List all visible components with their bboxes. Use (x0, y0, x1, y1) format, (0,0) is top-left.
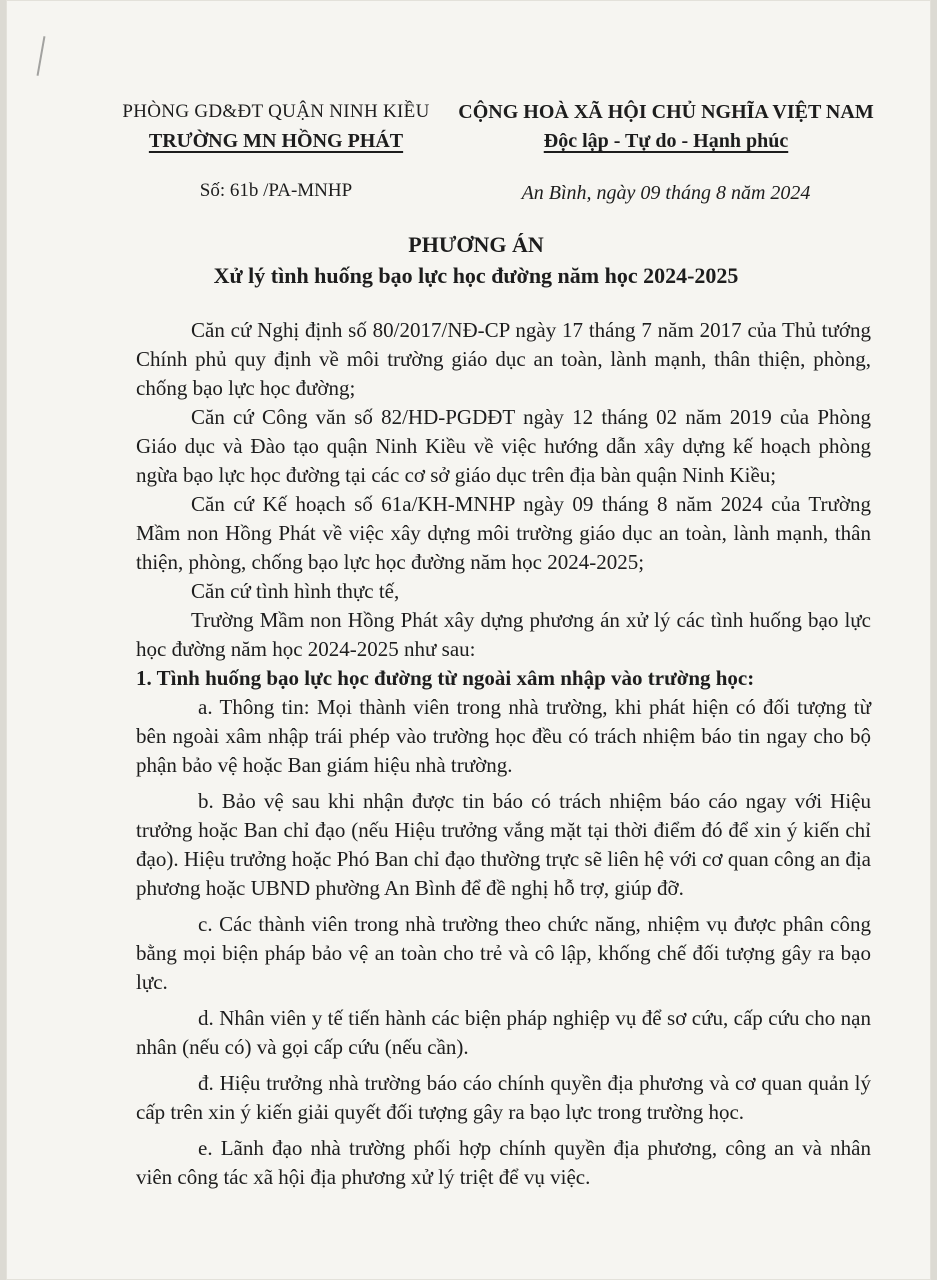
section-item: đ. Hiệu trưởng nhà trường báo cáo chính quyền địa phương và cơ quan quản lý cấp trên xin ý kiến giải quyết đối tượng gây ra bạo lực trong trường học. (136, 1071, 871, 1124)
document-subtitle: Xử lý tình huống bạo lực học đường năm học 2024-2025 (213, 263, 739, 288)
document-number: Số: 61b /PA-MNHP (199, 180, 353, 201)
section-item: e. Lãnh đạo nhà trường phối hợp chính quyền địa phương, công an và nhân viên công tác xã hội địa phương xử lý triệt để vụ việc. (136, 1136, 871, 1189)
section-item: a. Thông tin: Mọi thành viên trong nhà trường, khi phát hiện có đối tượng từ bên ngoài xâm nhập trái phép vào trường học đều có trách nhiệm báo tin ngay cho bộ phận bảo vệ hoặc Ban giám hiệu nhà trường. (136, 695, 871, 777)
parent-agency: PHÒNG GD&ĐT QUẬN NINH KIỀU (122, 101, 430, 122)
basis-paragraph: Căn cứ Kế hoạch số 61a/KH-MNHP ngày 09 tháng 8 năm 2024 của Trường Mầm non Hồng Phát về việc xây dựng môi trường giáo dục an toàn, lành mạnh, thân thiện, phòng, chống bạo lực học đường năm học 2024-2025; (136, 492, 871, 574)
section-heading: 1. Tình huống bạo lực học đường từ ngoài xâm nhập vào trường học: (136, 666, 755, 690)
section-item: b. Bảo vệ sau khi nhận được tin báo có trách nhiệm báo cáo ngay với Hiệu trưởng hoặc Ban chỉ đạo (nếu Hiệu trưởng vắng mặt tại thời điểm đó để xin ý kiến chỉ đạo). Hiệu trưởng hoặc Phó Ban chỉ đạo thường trực sẽ liên hệ với cơ quan công an địa phương hoặc UBND phường An Bình để đề nghị hỗ trợ, giúp đỡ. (136, 789, 871, 900)
country-name: CỘNG HOÀ XÃ HỘI CHỦ NGHĨA VIỆT NAM (458, 101, 874, 123)
national-motto: Độc lập - Tự do - Hạnh phúc (543, 130, 789, 152)
intro-paragraph: Trường Mầm non Hồng Phát xây dựng phương án xử lý các tình huống bạo lực học đường năm học 2024-2025 như sau: (136, 608, 871, 661)
basis-paragraph: Căn cứ Nghị định số 80/2017/NĐ-CP ngày 17 tháng 7 năm 2017 của Thủ tướng Chính phủ quy định về môi trường giáo dục an toàn, lành mạnh, thân thiện, phòng, chống bạo lực học đường; (136, 318, 871, 400)
section-item: c. Các thành viên trong nhà trường theo chức năng, nhiệm vụ được phân công bằng mọi biện pháp bảo vệ an toàn cho trẻ và cô lập, khống chế đối tượng gây ra bạo lực. (136, 912, 871, 994)
document-date: An Bình, ngày 09 tháng 8 năm 2024 (521, 182, 811, 204)
section-item: d. Nhân viên y tế tiến hành các biện pháp nghiệp vụ để sơ cứu, cấp cứu cho nạn nhân (nếu có) và gọi cấp cứu (nếu cần). (136, 1006, 871, 1059)
document-body (136, 316, 871, 1192)
basis-paragraph: Căn cứ Công văn số 82/HD-PGDĐT ngày 12 tháng 02 năm 2019 của Phòng Giáo dục và Đào tạo quận Ninh Kiều về việc hướng dẫn xây dựng kế hoạch phòng ngừa bạo lực học đường tại các cơ sở giáo dục trên địa bàn quận Ninh Kiều; (136, 405, 871, 487)
issuing-agency-block (106, 98, 446, 156)
school-name: TRƯỜNG MN HỒNG PHÁT (148, 130, 404, 152)
document-title: PHƯƠNG ÁN (408, 232, 544, 257)
document-page (6, 0, 931, 1280)
pen-mark (37, 36, 46, 76)
national-motto-block (446, 98, 886, 156)
basis-paragraph: Căn cứ tình hình thực tế, (191, 579, 400, 603)
